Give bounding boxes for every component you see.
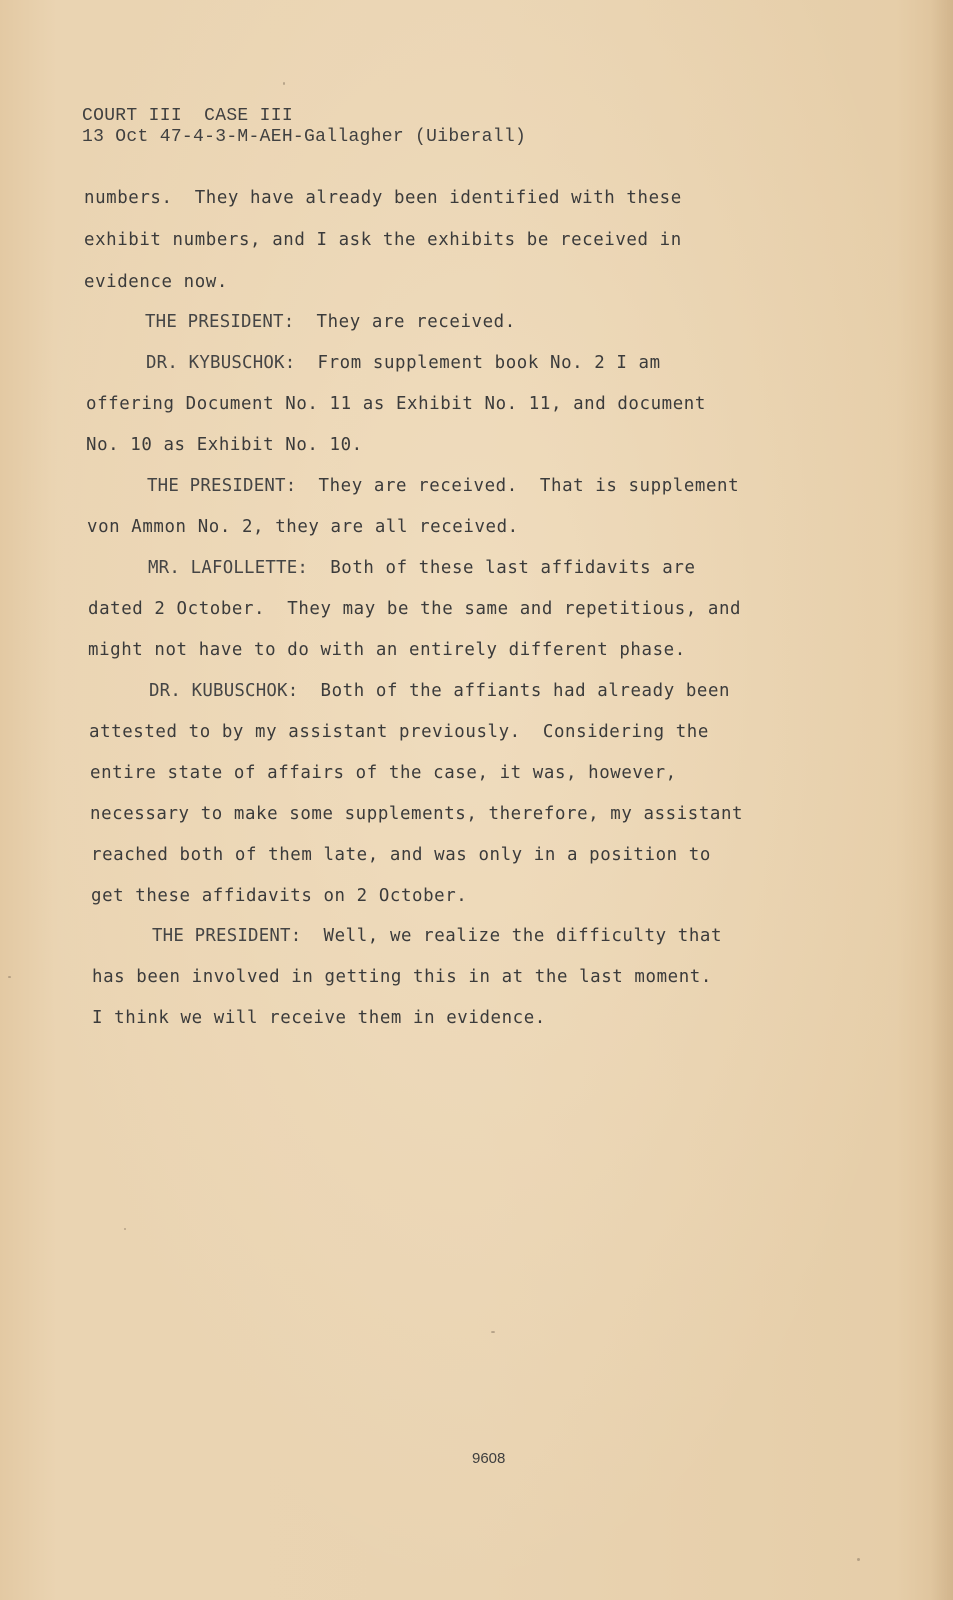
- text-line: has been involved in getting this in at the last moment.: [92, 967, 712, 987]
- paper-edge: [931, 0, 953, 1600]
- text-line: [145, 312, 516, 332]
- paper-speck: [8, 976, 11, 978]
- paper-speck: [283, 82, 285, 85]
- text-line: get these affidavits on 2 October.: [91, 886, 468, 906]
- text-line: exhibit numbers, and I ask the exhibits be received in: [84, 230, 682, 250]
- paper-speck: [491, 1331, 495, 1333]
- text-line: [152, 926, 722, 946]
- text-line: reached both of them late, and was only in a position to: [91, 845, 711, 865]
- text-line: [147, 476, 739, 496]
- text-line: might not have to do with an entirely different phase.: [88, 640, 686, 660]
- text-line: von Ammon No. 2, they are all received.: [87, 517, 519, 537]
- speech-text: Well, we realize the difficulty that: [301, 926, 723, 946]
- text-line: dated 2 October. They may be the same and repetitious, and: [88, 599, 742, 619]
- document-header: [82, 106, 526, 148]
- text-line: entire state of affairs of the case, it was, however,: [90, 763, 677, 783]
- court-case-line: COURT III CASE III: [82, 106, 293, 126]
- text-line: [148, 558, 696, 578]
- text-line: [149, 681, 730, 701]
- speaker-label: THE PRESIDENT:: [145, 312, 295, 332]
- speech-text: Both of these last affidavits are: [308, 558, 696, 578]
- speech-text: From supplement book No. 2 I am: [295, 353, 661, 373]
- speaker-label: DR. KYBUSCHOK:: [146, 353, 296, 373]
- speaker-label: DR. KUBUSCHOK:: [149, 681, 299, 701]
- speaker-label: THE PRESIDENT:: [147, 476, 297, 496]
- page-number: 9608: [472, 1450, 506, 1467]
- session-reference-line: 13 Oct 47-4-3-M-AEH-Gallagher (Uiberall): [82, 127, 527, 147]
- speaker-label: MR. LAFOLLETTE:: [148, 558, 309, 578]
- speech-text: They are received.: [294, 312, 516, 332]
- text-line: offering Document No. 11 as Exhibit No. 11, and document: [86, 394, 706, 414]
- paper-speck: [857, 1558, 860, 1561]
- text-line: I think we will receive them in evidence.: [92, 1008, 546, 1028]
- text-line: numbers. They have already been identified with these: [84, 188, 682, 208]
- speech-text: Both of the affiants had already been: [298, 681, 731, 701]
- text-line: necessary to make some supplements, therefore, my assistant: [90, 804, 744, 824]
- text-line: No. 10 as Exhibit No. 10.: [86, 435, 363, 455]
- text-line: attested to by my assistant previously. Considering the: [89, 722, 709, 742]
- paper-speck: [124, 1228, 126, 1230]
- speech-text: They are received. That is supplement: [296, 476, 740, 496]
- speaker-label: THE PRESIDENT:: [152, 926, 302, 946]
- text-line: [146, 353, 661, 373]
- text-line: evidence now.: [84, 272, 228, 292]
